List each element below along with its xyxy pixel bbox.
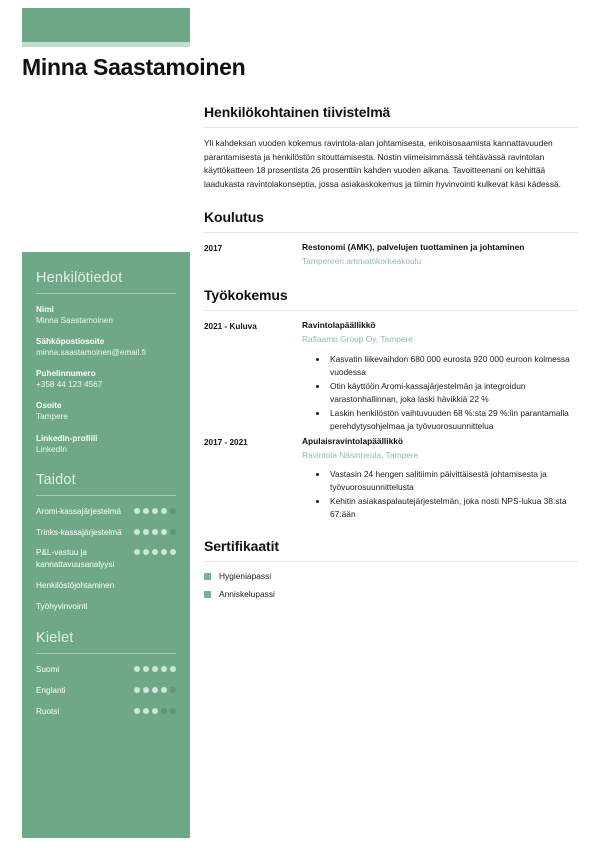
language-label: Ruotsi [36,706,60,716]
sidebar-heading-languages: Kielet [36,629,74,646]
divider [204,127,578,128]
rating-dot [170,549,176,555]
divider [204,561,578,562]
rating-dot [134,708,140,714]
certificate-item [204,571,578,581]
education-entries [204,242,578,268]
personal-field-label: Puhelinnumero [36,369,96,379]
skills-list [36,506,176,613]
sidebar-heading-skills: Taidot [36,471,76,488]
section-heading-education: Koulutus [204,209,264,226]
page-title: Minna Saastamoinen [22,54,246,80]
language-label: Suomi [36,664,60,674]
personal-field [36,368,176,390]
rating-dot [152,529,158,535]
entry-body [302,436,578,523]
square-bullet-icon [204,573,211,580]
personal-field-value: Minna Saastamoinen [36,316,113,326]
rating-dot [143,529,149,535]
main-column [204,0,578,607]
languages-list [36,664,176,718]
rating-dot [170,687,176,693]
divider [204,310,578,311]
language-item [36,706,176,718]
entry-bullets [302,468,578,521]
rating-dot [161,529,167,535]
personal-field [36,400,176,422]
skill-label: Aromi-kassajärjestelmä [36,506,122,516]
certificate-item [204,589,578,599]
skill-label: P&L-vastuu ja kannattavuusanalyysi [36,548,115,570]
rating-dot [161,708,167,714]
entry-bullet: • Laskin henkilöstön vaihtuvuuden 68 %:sta 29 %:iin parantamalla perehdytysohjelmaa ja työvuorosuunnittelua [328,407,578,433]
skill-item [36,506,176,518]
header-accent-block [22,8,190,42]
personal-field-value: LinkedIn [36,444,67,454]
rating-dot [143,549,149,555]
header-accent-strip [22,42,190,47]
entry-title: Ravintolapäällikkö [302,319,376,330]
rating-dot [170,529,176,535]
language-item [36,664,176,676]
entry-row [204,436,578,523]
skill-item [36,547,176,571]
personal-field-label: LinkedIn-profiili [36,433,98,443]
personal-field-label: Sähköpostiosoite [36,337,105,347]
entry-bullets [302,353,578,433]
rating-dot [152,508,158,514]
rating-dot [152,666,158,672]
language-label: Englanti [36,685,66,695]
entry-organization: Tampereen ammattikorkeakoulu [302,256,422,267]
entry-row [204,320,578,434]
entry-bullet: • Vastasin 24 hengen salitiimin päivittäisestä johtamisesta ja työvuorosuunnittelusta [328,468,578,494]
rating-dot [161,687,167,693]
skill-item [36,601,176,613]
entry-date: 2021 - Kuluva [204,321,257,331]
rating-dot [170,508,176,514]
skill-label: Henkilöstöjohtaminen [36,581,115,591]
rating-dot [143,508,149,514]
entry-bullet: • Kasvatin liikevaihdon 680 000 eurosta 920 000 euroon kolmessa vuodessa [328,353,578,379]
entry-date: 2017 - 2021 [204,437,248,447]
personal-field-value: minna.saastamoinen@email.fi [36,348,146,358]
rating-dot [161,666,167,672]
rating-dots [134,527,176,535]
rating-dot [152,549,158,555]
sidebar-section-personal [36,270,176,455]
rating-dot [134,687,140,693]
section-heading-certificates: Sertifikaatit [204,538,279,555]
rating-dot [152,687,158,693]
rating-dots [134,685,176,693]
square-bullet-icon [204,591,211,598]
summary-text: Yli kahdeksan vuoden kokemus ravintola-alan johtamisesta, erikoisosaamista kannattavuuden parantamisesta ja henkilöstön sitouttamisesta. Nostin viimeisimmässä tehtävässä ravintolan käyttökatteen 18 prosentista 26 prosenttiin kahden vuoden aikana. Tavoitteenani on kehittää laadukasta ravintolakonseptia, jossa asiakaskokemus ja tiimin hyvinvointi kulkevat käsi kädessä. [204,138,562,189]
sidebar-section-skills [36,472,176,613]
personal-field [36,433,176,455]
rating-dots [134,706,176,714]
entry-organization: Raflaamo Group Oy, Tampere [302,333,413,344]
entry-body [302,320,578,434]
divider [36,293,176,294]
experience-entries [204,320,578,522]
skill-label: Työhyvinvointi [36,602,88,612]
rating-dot [161,549,167,555]
entry-organization: Ravintola Näsinneula, Tampere [302,449,419,460]
entry-body [302,242,578,268]
sidebar-heading-personal: Henkilötiedot [36,270,123,286]
entry-title: Restonomi (AMK), palvelujen tuottaminen ja johtaminen [302,242,525,253]
divider [36,653,176,654]
entry-bullet: • Otin käyttöön Aromi-kassajärjestelmän ja integroidun varastonhallinnan, joka laski hävikkiä 22 % [328,380,578,406]
rating-dot [143,666,149,672]
entry-title: Apulaisravintolapäällikkö [302,435,403,446]
personal-field-label: Osoite [36,401,62,411]
personal-field-value: +358 44 123 4567 [36,380,103,390]
rating-dots [134,664,176,672]
section-certificates [204,538,578,599]
rating-dot [161,508,167,514]
rating-dot [170,708,176,714]
section-summary [204,104,578,191]
certificate-label: Hygieniapassi [219,571,272,582]
divider [204,232,578,233]
certificate-label: Anniskelupassi [219,589,275,600]
personal-field-label: Nimi [36,305,54,314]
skill-item [36,580,176,592]
rating-dot [134,549,140,555]
skill-item [36,527,176,539]
entry-date: 2017 [204,244,223,254]
rating-dot [152,708,158,714]
entry-row [204,242,578,268]
entry-bullet: • Kehitin asiakaspalautejärjestelmän, joka nosti NPS-lukua 38:sta 67:ään [328,495,578,521]
language-item [36,685,176,697]
rating-dot [134,529,140,535]
rating-dot [134,666,140,672]
rating-dot [134,508,140,514]
rating-dot [170,666,176,672]
personal-field [36,304,176,326]
rating-dot [143,708,149,714]
certificates-list [204,571,578,599]
skill-label: Trinks-kassajärjestelmä [36,527,122,537]
section-education [204,209,578,268]
section-experience [204,287,578,522]
personal-fields-list [36,304,176,455]
divider [36,495,176,496]
sidebar [22,252,190,838]
personal-field [36,336,176,358]
section-heading-summary: Henkilökohtainen tiivistelmä [204,104,391,120]
personal-field-value: Tampere [36,412,68,422]
section-heading-experience: Työkokemus [204,286,288,303]
sidebar-section-languages [36,630,176,718]
rating-dot [143,687,149,693]
rating-dots [134,547,176,555]
rating-dots [134,506,176,514]
